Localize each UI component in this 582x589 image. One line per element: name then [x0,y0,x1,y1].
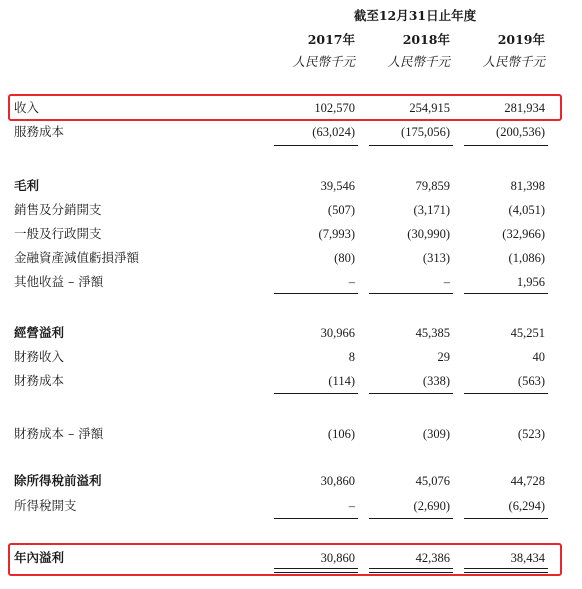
value-2018: 42,386 [415,551,450,565]
row-impairment-losses [0,248,582,268]
value-2017: – [348,275,355,289]
value-2019: 40 [532,350,545,364]
row-label: 服務成本 [14,124,65,139]
value-2019: (523) [517,427,545,441]
value-2018: (175,056) [401,125,450,139]
subtotal-rule [274,393,358,394]
period-header: 截至12月31日止年度 [353,8,477,23]
row-income-tax [0,496,582,516]
subtotal-rule [274,145,358,146]
value-2017: (80) [334,251,355,265]
row-label: 財務收入 [14,349,65,364]
value-2019: (200,536) [496,125,545,139]
value-2018: (2,690) [413,499,450,513]
value-2019: (32,966) [502,227,545,241]
value-2018: – [443,275,450,289]
value-2019: 281,934 [504,101,545,115]
subtotal-rule [464,393,548,394]
value-2019: (563) [517,374,545,388]
row-net-finance-costs [0,424,582,444]
value-2018: 29 [437,350,450,364]
value-2017: 8 [348,350,355,364]
row-label: 銷售及分銷開支 [14,202,102,217]
value-2019: (6,294) [508,499,545,513]
row-finance-costs [0,371,582,391]
row-revenue [0,98,582,118]
row-label: 經營溢利 [14,325,65,340]
row-label: 除所得稅前溢利 [14,473,102,488]
row-finance-income [0,347,582,367]
value-2019: (1,086) [508,251,545,265]
value-2017: (507) [327,203,355,217]
row-cost-of-services [0,122,582,142]
total-double-rule [369,568,453,573]
subtotal-rule [369,293,453,294]
subtotal-rule [274,293,358,294]
year-header-2018: 2018年 [402,32,450,47]
value-2019: 1,956 [516,275,545,289]
row-selling-expenses [0,200,582,220]
value-2017: 30,860 [320,551,355,565]
subtotal-rule [464,145,548,146]
row-gross-profit [0,176,582,196]
value-2018: (338) [422,374,450,388]
row-admin-expenses [0,224,582,244]
row-label: 財務成本 – 淨額 [14,426,104,441]
value-2019: 81,398 [510,179,545,193]
value-2017: 39,546 [320,179,355,193]
unit-label-2019: 人民幣千元 [482,54,545,69]
value-2018: (313) [422,251,450,265]
value-2019: 44,728 [510,474,545,488]
total-double-rule [274,568,358,573]
value-2017: (114) [328,374,355,388]
value-2017: – [348,499,355,513]
value-2017: 30,966 [320,326,355,340]
row-profit-for-year [0,548,582,568]
value-2017: (106) [327,427,355,441]
value-2018: (30,990) [407,227,450,241]
row-label: 毛利 [14,178,40,193]
year-header-2017: 2017年 [307,32,355,47]
row-label: 所得稅開支 [14,498,77,513]
subtotal-rule [464,293,548,294]
row-label: 財務成本 [14,373,65,388]
value-2017: (63,024) [312,125,355,139]
subtotal-rule [464,518,548,519]
value-2018: 79,859 [415,179,450,193]
subtotal-rule [369,145,453,146]
row-label: 收入 [14,100,40,115]
subtotal-rule [274,518,358,519]
total-double-rule [464,568,548,573]
subtotal-rule [369,393,453,394]
value-2017: 102,570 [314,101,355,115]
row-label: 一般及行政開支 [14,226,102,241]
value-2019: (4,051) [508,203,545,217]
value-2017: 30,860 [320,474,355,488]
value-2019: 45,251 [510,326,545,340]
value-2019: 38,434 [510,551,545,565]
value-2018: (309) [422,427,450,441]
row-label: 金融資產減值虧損淨額 [14,250,140,265]
value-2018: 45,076 [415,474,450,488]
year-header-2019: 2019年 [497,32,545,47]
row-operating-profit [0,323,582,343]
value-2017: (7,993) [318,227,355,241]
row-profit-before-tax [0,471,582,491]
row-other-gains [0,272,582,292]
value-2018: (3,171) [413,203,450,217]
row-label: 年內溢利 [14,550,65,565]
value-2018: 254,915 [409,101,450,115]
unit-label-2018: 人民幣千元 [387,54,450,69]
unit-label-2017: 人民幣千元 [292,54,355,69]
row-label: 其他收益 – 淨額 [14,274,104,289]
subtotal-rule [369,518,453,519]
value-2018: 45,385 [415,326,450,340]
